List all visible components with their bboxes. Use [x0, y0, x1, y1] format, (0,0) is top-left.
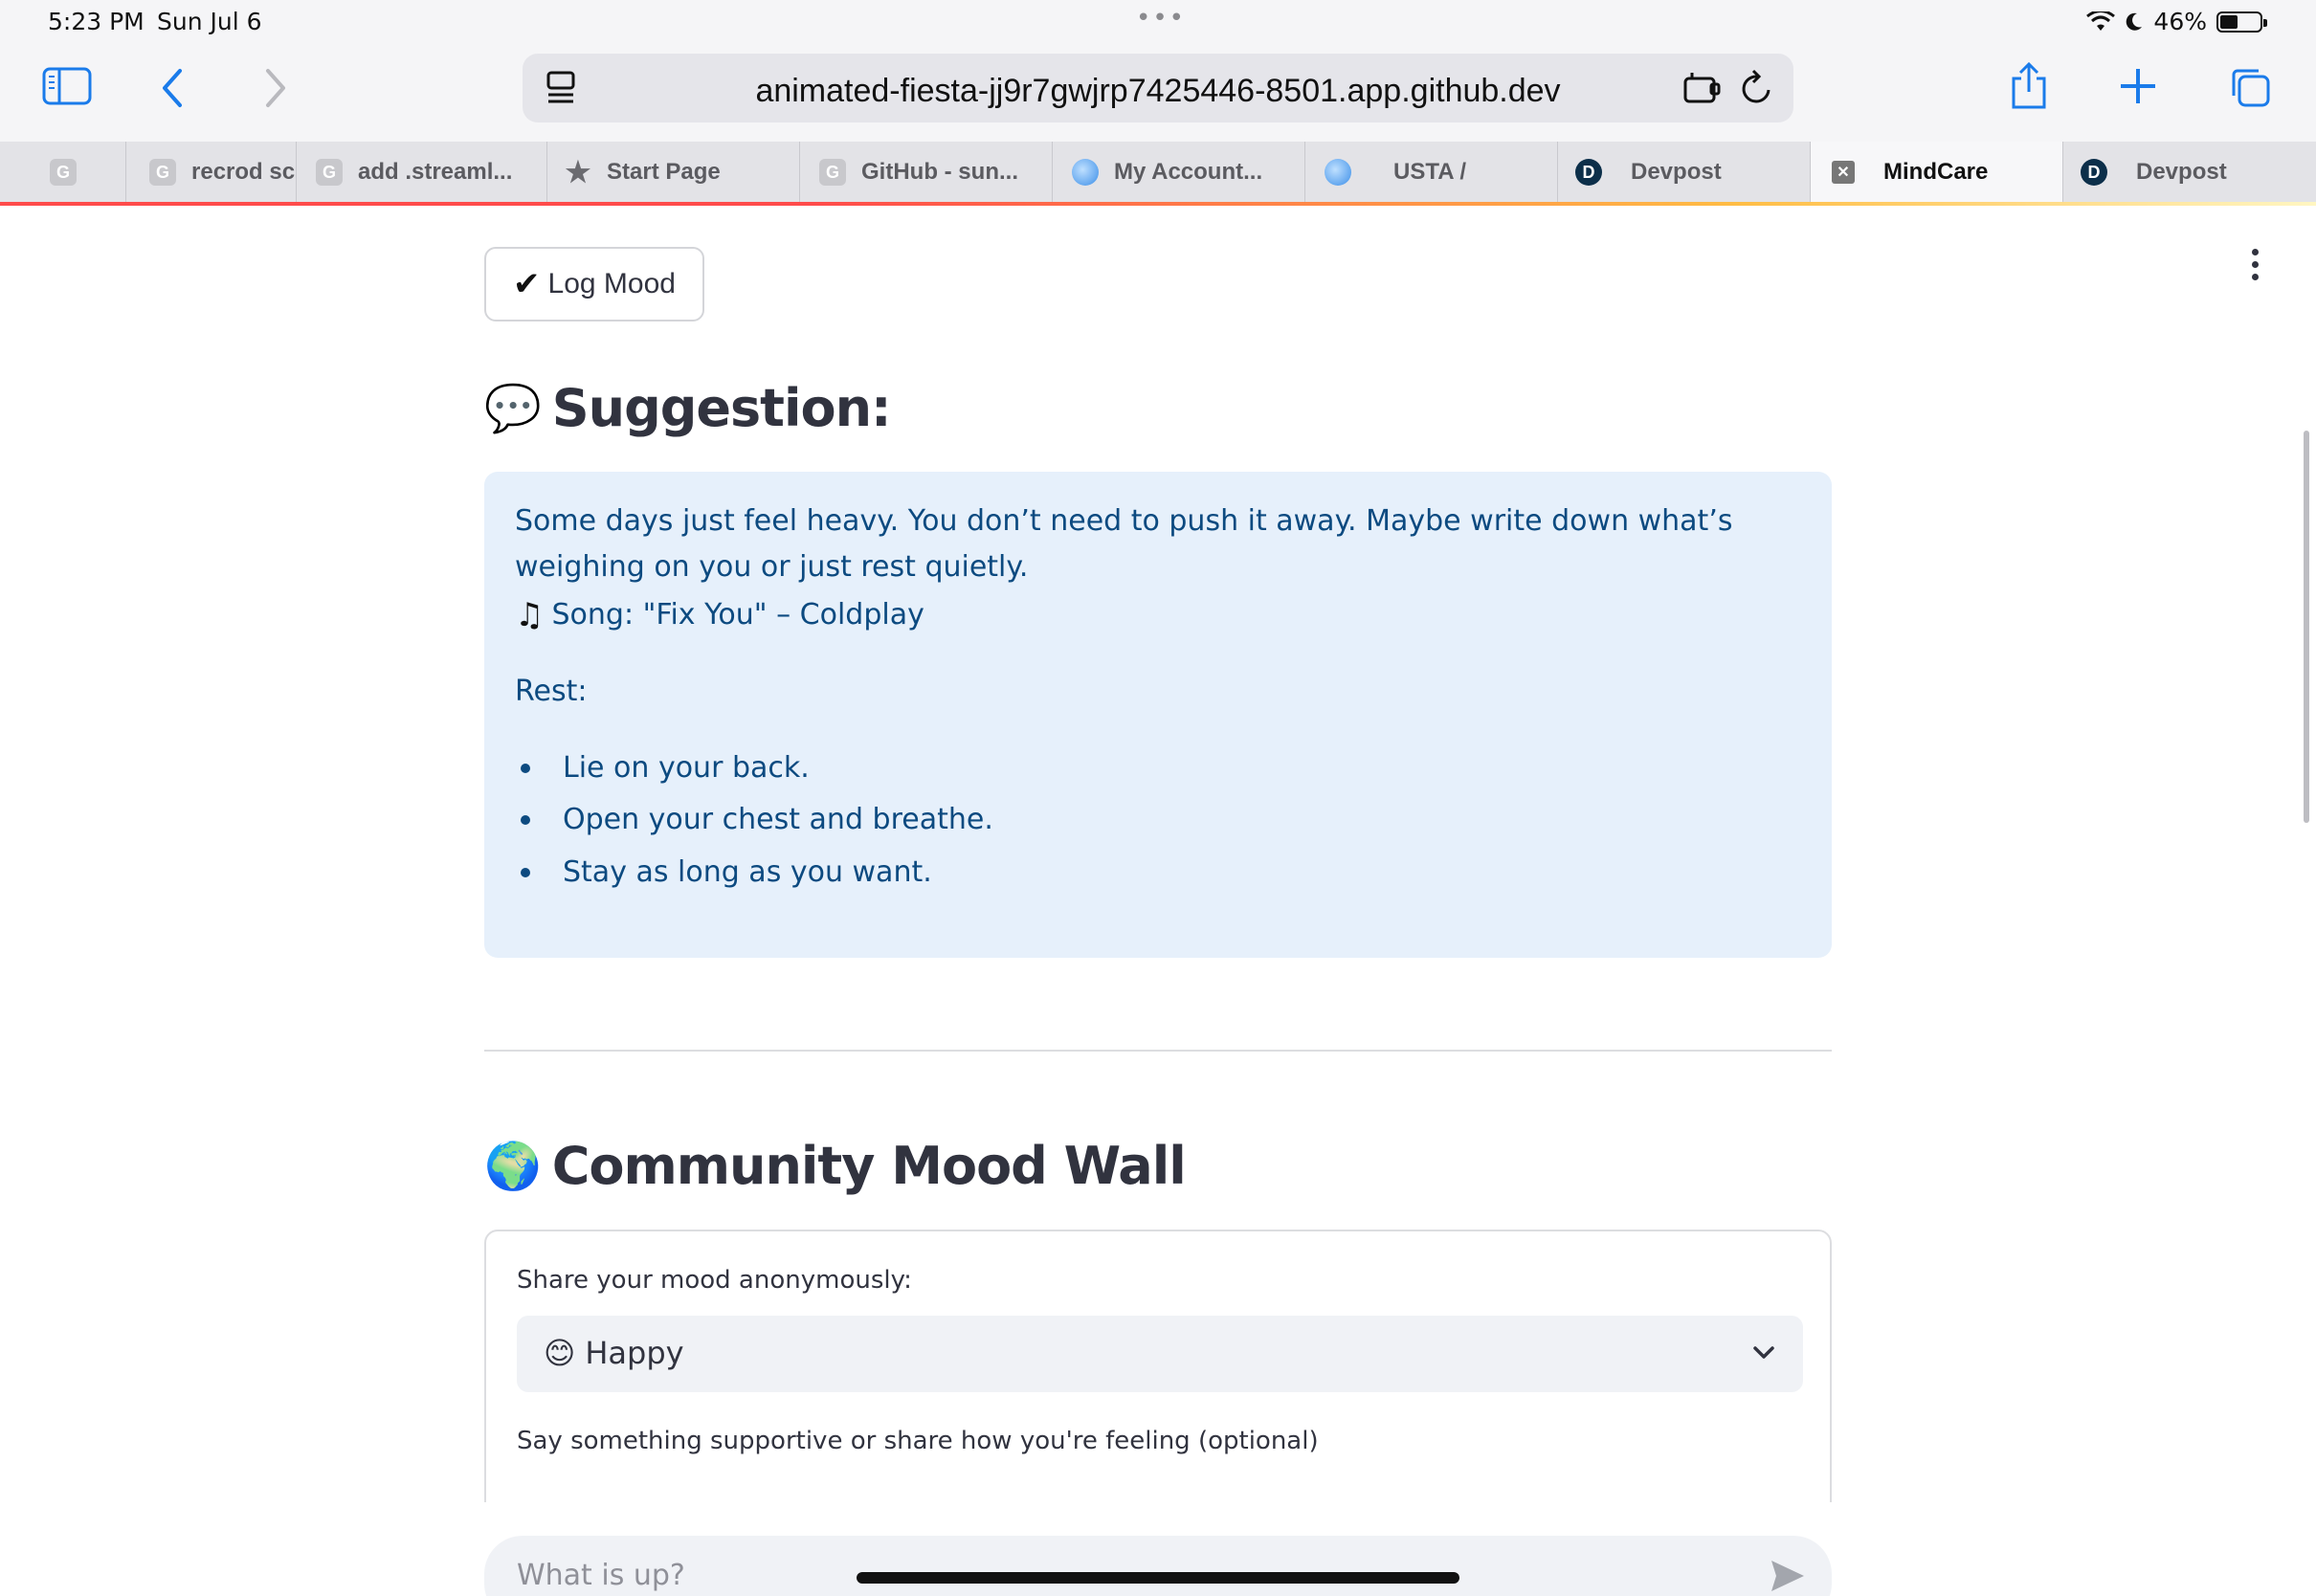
close-tab-icon[interactable]: ✕: [1832, 161, 1855, 184]
devpost-favicon-icon: D: [1575, 159, 1602, 186]
tab-bar: [0, 142, 2316, 203]
reload-icon[interactable]: [1740, 69, 1774, 111]
sidebar-toggle-icon[interactable]: [42, 67, 92, 105]
share-mood-label: Share your mood anonymously:: [517, 1266, 912, 1295]
suggestion-text: Some days just feel heavy. You don’t need to push it away. Maybe write down what’s weighing on you or just rest quietly.: [515, 504, 1733, 584]
share-icon[interactable]: [2008, 61, 2050, 111]
multitasking-dots-icon[interactable]: •••: [1136, 4, 1187, 33]
log-mood-label: Log Mood: [547, 268, 676, 299]
divider: [484, 1050, 1832, 1052]
status-time: 5:23 PM: [48, 8, 145, 35]
song-text: Song: "Fix You" – Coldplay: [551, 598, 924, 632]
tab-label: Devpost: [2136, 159, 2227, 185]
tab-overview-icon[interactable]: [2228, 65, 2272, 109]
tab-favicon-icon: G: [149, 159, 176, 186]
address-bar[interactable]: [523, 54, 1793, 122]
status-bar: [0, 0, 2316, 44]
music-note-icon: ♫: [515, 596, 545, 634]
community-heading-text: Community Mood Wall: [551, 1136, 1186, 1196]
usta-favicon-icon: [1325, 159, 1351, 186]
new-tab-icon[interactable]: [2119, 67, 2157, 105]
battery-percentage: 46%: [2153, 8, 2207, 35]
tab-favicon-icon: G: [316, 159, 343, 186]
community-heading: [484, 1136, 1186, 1196]
chat-input[interactable]: [484, 1536, 1832, 1596]
suggestion-heading: [484, 378, 891, 438]
chevron-down-icon: [1751, 1341, 1776, 1365]
battery-icon: [2216, 11, 2262, 33]
list-item: Stay as long as you want.: [515, 855, 932, 889]
tab-label: GitHub - sun...: [861, 159, 1018, 185]
song-line: [515, 592, 1807, 638]
tab-label: USTA /: [1393, 159, 1466, 185]
url-text: animated-fiesta-jj9r7gwjrp7425446-8501.app.github.dev: [755, 73, 1561, 109]
tab-2[interactable]: [297, 142, 547, 203]
scrollbar[interactable]: [2304, 431, 2309, 823]
tab-label: Devpost: [1631, 159, 1722, 185]
tab-label: add .streaml...: [358, 159, 513, 185]
mood-select[interactable]: [517, 1316, 1803, 1392]
star-icon: ★: [565, 156, 591, 188]
check-icon: ✔: [513, 266, 541, 302]
smiling-face-icon: 😊: [544, 1335, 576, 1371]
mood-select-value: [544, 1335, 684, 1371]
main-menu-icon[interactable]: [2243, 249, 2266, 280]
chat-placeholder: What is up?: [517, 1559, 685, 1592]
tab-label: MindCare: [1883, 159, 1989, 185]
tab-0[interactable]: [0, 142, 126, 203]
tab-6[interactable]: [1305, 142, 1558, 203]
devpost-favicon-icon: D: [2081, 159, 2107, 186]
wifi-icon: [2086, 11, 2115, 33]
tab-5[interactable]: [1053, 142, 1305, 203]
tab-4[interactable]: [800, 142, 1053, 203]
suggestion-heading-text: Suggestion:: [551, 378, 891, 438]
mood-select-text: Happy: [585, 1335, 684, 1371]
tab-1[interactable]: [126, 142, 297, 203]
tab-8-active[interactable]: [1811, 142, 2063, 203]
browser-toolbar: [0, 44, 2316, 142]
status-date: Sun Jul 6: [157, 8, 262, 35]
speech-bubble-icon: 💬: [484, 382, 541, 435]
tab-7[interactable]: [1558, 142, 1811, 203]
tab-label: Start Page: [607, 159, 721, 185]
account-favicon-icon: [1072, 159, 1099, 186]
app-content: [0, 206, 2316, 1596]
forward-icon[interactable]: [260, 67, 289, 109]
globe-icon: 🌍: [484, 1140, 541, 1193]
list-item: Open your chest and breathe.: [515, 803, 993, 836]
tab-3[interactable]: [547, 142, 800, 203]
send-icon[interactable]: [1769, 1557, 1807, 1595]
status-indicators: [2086, 8, 2262, 35]
message-label: Say something supportive or share how you're feeling (optional): [517, 1427, 1319, 1455]
log-mood-button[interactable]: [484, 247, 704, 321]
tab-favicon-icon: G: [50, 159, 77, 186]
moon-icon: [2125, 11, 2144, 33]
tab-label: My Account...: [1114, 159, 1263, 185]
home-indicator[interactable]: [857, 1572, 1459, 1584]
rest-label: Rest:: [515, 675, 588, 708]
extension-icon[interactable]: [1682, 71, 1723, 109]
list-item: Lie on your back.: [515, 751, 810, 785]
tab-9[interactable]: [2063, 142, 2316, 203]
tab-label: recrod sc: [191, 159, 296, 185]
suggestion-info-box: [484, 472, 1832, 958]
back-icon[interactable]: [159, 67, 188, 109]
tab-favicon-icon: G: [819, 159, 846, 186]
